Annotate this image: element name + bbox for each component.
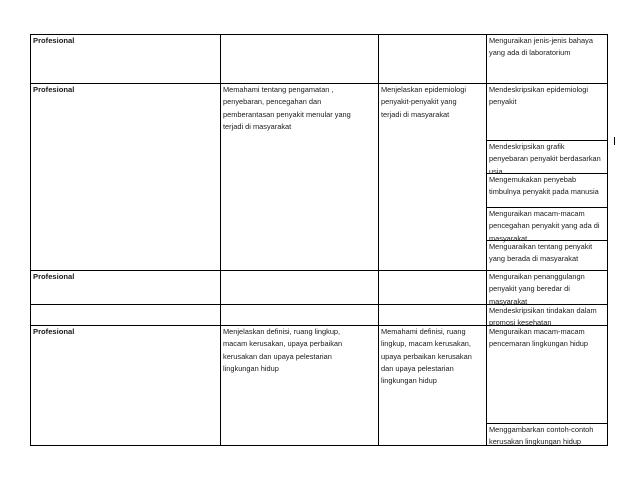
grid-line (378, 34, 379, 445)
indicator-cell: Mendeskripsikan tindakan dalam promosi kesehatan (489, 306, 597, 328)
indicator-cell: Mendeskripsikan epidemiologi penyakit (489, 85, 589, 107)
indicator-cell: Menguraikan penanggulangn penyakit yang beredar di masyarakat (489, 272, 585, 306)
row-role: Profesional (33, 36, 75, 45)
indicator-cell: Menguraikan macam-macam pencemaran lingkungan hidup (489, 327, 589, 349)
indicator-cell: Menguraikan jenis-jenis bahaya yang ada di laboratorium (489, 36, 593, 58)
indicator-cell: Menguaraikan tentang penyakit yang berada di masyarakat (489, 242, 593, 264)
stray-mark (614, 137, 615, 145)
competency-cell: Menjelaskan definisi, ruang lingkup, macam kerusakan, upaya perbaikan kerusakan dan upaya pelestarian lingkungan hidup (223, 327, 343, 373)
row-role: Profesional (33, 327, 75, 336)
competency-cell: Memahami tentang pengamatan , penyebaran, pencegahan dan pemberantasan penyakit menular yang terjadi di masyarakat (223, 85, 351, 131)
indicator-cell: Menguraikan macam-macam pencegahan penyakit yang ada di masyarakat (489, 209, 600, 243)
grid-line (30, 34, 31, 445)
indicator-cell: Mendeskripsikan grafik penyebaran penyakit berdasarkan usia (489, 142, 601, 176)
row-role: Profesional (33, 85, 75, 94)
indicator-cell: Mengemukakan penyebab timbulnya penyakit pada manusia (489, 175, 599, 197)
grid-line (220, 34, 221, 445)
row-role: Profesional (33, 272, 75, 281)
core-competency-cell: Memahami definisi, ruang lingkup, macam kerusakan, upaya perbaikan kerusakan dan upaya pelestarian lingkungan hidup (381, 327, 472, 386)
core-competency-cell: Menjelaskan epidemiologi penyakit-penyakit yang terjadi di masyarakat (381, 85, 467, 119)
indicator-cell: Menggambarkan contoh-contoh kerusakan lingkungan hidup (489, 425, 594, 447)
